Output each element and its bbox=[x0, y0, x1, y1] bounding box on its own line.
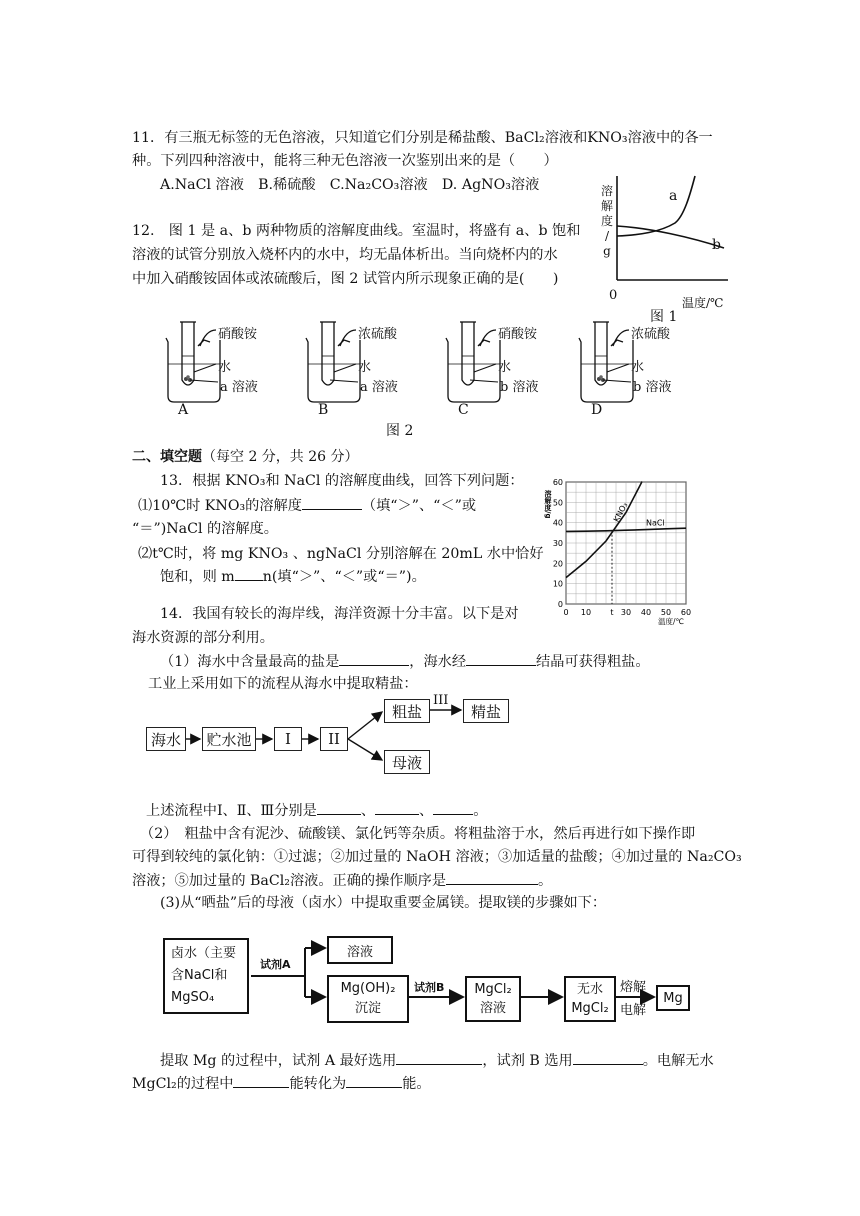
beaker-additive-label: 硝酸铵 bbox=[498, 327, 538, 342]
q14-final-text: ，试剂 B 选用 bbox=[482, 1053, 573, 1069]
q14-final-text: 能。 bbox=[402, 1076, 431, 1092]
q13-intro: 13．根据 KNO₃和 NaCl 的溶解度曲线，回答下列问题： bbox=[160, 473, 524, 489]
x-axis-label: 温度/℃ bbox=[658, 617, 684, 626]
beaker-letter: B bbox=[318, 402, 329, 418]
y-axis-label: 溶解度/g bbox=[544, 490, 552, 519]
x-tick-label: t bbox=[610, 608, 614, 617]
q14-final-text: MgCl₂的过程中 bbox=[132, 1076, 234, 1092]
y-tick-label: 20 bbox=[552, 559, 563, 569]
beaker-water-label: 水 bbox=[631, 360, 645, 375]
anhydrous-line: MgCl₂ bbox=[571, 1001, 609, 1016]
q12-line2: 溶液的试管分别放入烧杯内的水中，均无晶体析出。当向烧杯内的水 bbox=[132, 247, 558, 263]
q14-p1-text: （1）海水中含量最高的盐是 bbox=[160, 654, 340, 670]
anhydrous-line: 无水 bbox=[576, 982, 603, 997]
y-tick-label: 50 bbox=[552, 498, 563, 508]
q11-line2: 种。下列四种溶液中，能将三种无色溶液一次鉴别出来的是（ ） bbox=[132, 153, 558, 169]
section2-title: 二、填空题 bbox=[132, 449, 202, 465]
x-tick-label: 0 bbox=[563, 608, 569, 617]
q13-p2-text: 饱和，则 m bbox=[160, 569, 235, 585]
brine-line: 卤水（主要 bbox=[171, 946, 237, 961]
x-tick-label: 40 bbox=[640, 608, 652, 617]
mgcl2-sol-line: MgCl₂ bbox=[474, 982, 512, 997]
fig1-xlabel: 温度/℃ bbox=[682, 296, 724, 310]
solution-box: 溶液 bbox=[327, 936, 393, 964]
melt-label: 熔解 bbox=[620, 980, 647, 995]
fig2-caption: 图 2 bbox=[386, 423, 414, 439]
beaker-water-label: 水 bbox=[218, 360, 232, 375]
q12-line3: 中加入硝酸铵固体或浓硫酸后，图 2 试管内所示现象正确的是( ) bbox=[132, 271, 559, 287]
fig1-curve-b-label: b bbox=[712, 237, 721, 253]
q14-final-text: 提取 Mg 的过程中，试剂 A 最好选用 bbox=[160, 1053, 397, 1069]
q14-intro2: 海水资源的部分利用。 bbox=[132, 630, 274, 646]
y-tick-label: 60 bbox=[552, 478, 563, 487]
beaker-additive-label: 浓硫酸 bbox=[358, 327, 398, 342]
flow-pool-box: 贮水池 bbox=[202, 727, 256, 751]
fig1-curve-a-label: a bbox=[669, 188, 678, 204]
fig1-origin: 0 bbox=[609, 288, 618, 303]
q14-steps-question: 上述流程中Ⅰ、Ⅱ、Ⅲ分别是 、 、 。 bbox=[146, 800, 487, 821]
beaker-solution-label: b 溶液 bbox=[500, 380, 539, 395]
q14-p2b: 可得到较纯的氯化钠：①过滤；②加过量的 NaOH 溶液；③加适量的盐酸；④加过量的 Na₂CO₃ bbox=[132, 849, 742, 865]
electrolysis-label: 电解 bbox=[620, 1003, 647, 1018]
beaker-water-label: 水 bbox=[498, 360, 512, 375]
q14-p2a: （2） 粗盐中含有泥沙、硫酸镁、氯化钙等杂质。将粗盐溶于水，然后再进行如下操作即 bbox=[140, 826, 696, 842]
q14-intro1: 14．我国有较长的海岸线，海洋资源十分丰富。以下是对 bbox=[160, 606, 519, 622]
answer-blank[interactable] bbox=[573, 1050, 643, 1065]
series-label-nacl: NaCl bbox=[646, 518, 665, 528]
q14-p1-end: 结晶可获得粗盐。 bbox=[536, 654, 650, 670]
y-tick-label: 10 bbox=[552, 579, 563, 589]
brine-line: 含NaCl和 bbox=[171, 968, 228, 983]
q14-final-text: 。电解无水 bbox=[642, 1053, 714, 1069]
fig1-ylabel-ch: / bbox=[604, 229, 610, 243]
q11-line1: 11．有三瓶无标签的无色溶液，只知道它们分别是稀盐酸、BaCl₂溶液和KNO₃溶液中的各一 bbox=[132, 130, 713, 146]
beaker-letter: A bbox=[178, 402, 189, 418]
beaker-letter: C bbox=[458, 402, 469, 418]
q14-p2c-text: 溶液；⑤加过量的 BaCl₂溶液。正确的操作顺序是 bbox=[132, 873, 447, 889]
brine-line: MgSO₄ bbox=[171, 990, 215, 1005]
answer-blank[interactable] bbox=[396, 1050, 482, 1065]
beaker-additive-label: 硝酸铵 bbox=[218, 327, 258, 342]
y-tick-label: 0 bbox=[557, 600, 563, 609]
answer-blank[interactable] bbox=[233, 1073, 289, 1088]
beaker-solution-label: b 溶液 bbox=[633, 380, 672, 395]
reagent-b-label: 试剂B bbox=[414, 981, 445, 994]
flow-crude-box: 粗盐 bbox=[384, 699, 430, 723]
precipitate-line: Mg(OH)₂ bbox=[340, 981, 396, 996]
beaker-letter: D bbox=[591, 402, 603, 418]
fig1-ylabel-ch: g bbox=[603, 244, 611, 258]
flow-step1-box: I bbox=[274, 727, 302, 751]
section2-note: （每空 2 分，共 26 分） bbox=[202, 449, 359, 465]
q13-p1-hint: （填“＞”、“＜”或 bbox=[361, 498, 477, 514]
flow-seawater-box: 海水 bbox=[146, 727, 186, 751]
y-tick-label: 30 bbox=[552, 539, 563, 548]
q14-p1-mid: ，海水经 bbox=[409, 654, 467, 670]
x-tick-label: 60 bbox=[680, 608, 692, 617]
q14-p2c-row: 溶液；⑤加过量的 BaCl₂溶液。正确的操作顺序是 。 bbox=[132, 870, 552, 891]
mgcl2-sol-line: 溶液 bbox=[479, 1001, 506, 1016]
mg-box: Mg bbox=[656, 985, 690, 1011]
beaker-water-label: 水 bbox=[358, 360, 372, 375]
q14-final-1 bbox=[160, 1050, 714, 1071]
q13-p1c: “＝”)NaCl 的溶解度。 bbox=[132, 521, 278, 537]
q14-final-text: 能转化为 bbox=[289, 1076, 347, 1092]
q13-p2a: ⑵t℃时，将 mg KNO₃ 、ngNaCl 分别溶解在 20mL 水中恰好 bbox=[138, 546, 544, 562]
fig1-ylabel-ch: 解 bbox=[600, 199, 613, 213]
flow-step3-label: III bbox=[433, 693, 449, 708]
reagent-a-label: 试剂A bbox=[260, 958, 291, 971]
fig1-ylabel-ch: 溶 bbox=[600, 184, 613, 198]
beaker-solution-label: a 溶液 bbox=[360, 380, 398, 395]
fig1-caption: 图 1 bbox=[650, 309, 678, 325]
q13-p1-text: ⑴10℃时 KNO₃的溶解度 bbox=[138, 498, 302, 514]
beaker-solution-label: a 溶液 bbox=[220, 380, 258, 395]
q13-p2-hint: n(填“＞”、“＜”或“＝”)。 bbox=[262, 569, 426, 585]
x-tick-label: 10 bbox=[580, 608, 592, 617]
q12-line1: 12. 图 1 是 a、b 两种物质的溶解度曲线。室温时，将盛有 a、b 饱和 bbox=[132, 223, 581, 239]
q14-steps-text: 上述流程中Ⅰ、Ⅱ、Ⅲ分别是 bbox=[146, 803, 317, 819]
flow-mother-box: 母液 bbox=[384, 750, 430, 774]
series-label-kno3: KNO₃ bbox=[611, 501, 630, 524]
x-tick-label: 50 bbox=[660, 608, 672, 617]
beaker-additive-label: 浓硫酸 bbox=[631, 327, 671, 342]
q11-options: A.NaCl 溶液 B.稀硫酸 C.Na₂CO₃溶液 D. AgNO₃溶液 bbox=[160, 177, 540, 193]
q14-p3: (3)从“晒盐”后的母液（卤水）中提取重要金属镁。提取镁的步骤如下： bbox=[160, 895, 607, 911]
answer-blank[interactable] bbox=[346, 1073, 402, 1088]
flow-step2-box: II bbox=[320, 727, 348, 751]
flow-refined-box: 精盐 bbox=[463, 699, 509, 723]
y-tick-label: 40 bbox=[552, 518, 563, 528]
q14-flow-intro: 工业上采用如下的流程从海水中提取精盐： bbox=[148, 676, 418, 692]
fig1-ylabel-ch: 度 bbox=[600, 214, 613, 228]
x-tick-label: 30 bbox=[620, 608, 632, 617]
q14-final-2 bbox=[132, 1073, 431, 1094]
precipitate-line: 沉淀 bbox=[354, 1001, 381, 1016]
